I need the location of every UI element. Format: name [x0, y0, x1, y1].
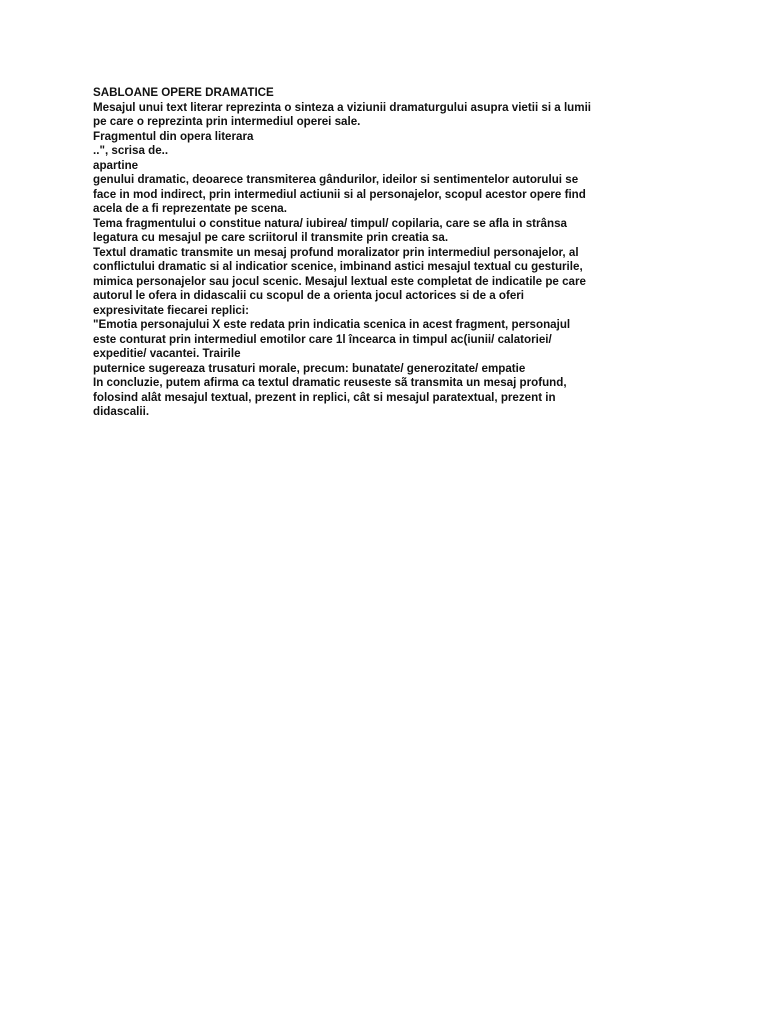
text-line: Fragmentul din opera literara: [93, 129, 254, 143]
text-line: Mesajul unui text literar reprezinta o sinteza a viziunii dramaturgului asupra vietii si a lumii: [93, 100, 592, 114]
text-line: puternice sugereaza trusaturi morale, precum: bunatate/ generozitate/ empatie: [93, 361, 526, 375]
text-line: este conturat prin intermediul emotilor care 1l încearca in timpul ac(iunii/ calatoriei/: [93, 332, 552, 346]
text-line: In concluzie, putem afirma ca textul dramatic reuseste sã transmita un mesaj profund,: [93, 376, 567, 389]
text-line: genului dramatic, deoarece transmiterea gândurilor, ideilor si sentimentelor autorului se: [93, 173, 579, 186]
text-line: "Emotia personajului X este redata prin indicatia scenica in acest fragment, personajul: [93, 318, 571, 331]
text-line: expeditie/ vacantei. Trairile: [93, 347, 241, 360]
text-line: Tema fragmentului o constitue natura/ iubirea/ timpul/ copilaria, care se afla in strânsa: [93, 216, 567, 230]
text-line: ..", scrisa de..: [93, 144, 169, 157]
text-line: pe care o reprezinta prin intermediul operei sale.: [93, 115, 361, 128]
text-line: folosind alât mesajul textual, prezent in replici, cât si mesajul paratextual, prezent in: [93, 390, 556, 404]
text-line: expresivitate fiecarei replici:: [93, 303, 249, 317]
text-line: acela de a fi reprezentate pe scena.: [93, 202, 287, 215]
document-title: SABLOANE OPERE DRAMATICE: [93, 86, 274, 99]
document-body: [93, 86, 693, 420]
text-line: autorul le ofera in didascalii cu scopul de a orienta jocul actorices si de a oferi: [93, 289, 525, 302]
text-line: apartine: [93, 158, 139, 172]
text-line: face in mod indirect, prin intermediul actiunii si al personajelor, scopul acestor opere find: [93, 187, 586, 201]
text-line: Textul dramatic transmite un mesaj profund moralizator prin intermediul personajelor, al: [93, 245, 579, 259]
text-line: mimica personajelor sau jocul scenic. Mesajul lextual este completat de indicatile pe care: [93, 274, 586, 288]
text-line: conflictului dramatic si al indicatior scenice, imbinand astici mesajul textual cu gesturile,: [93, 260, 583, 273]
text-line: legatura cu mesajul pe care scriitorul il transmite prin creatia sa.: [93, 231, 449, 244]
text-line: didascalii.: [93, 405, 150, 418]
